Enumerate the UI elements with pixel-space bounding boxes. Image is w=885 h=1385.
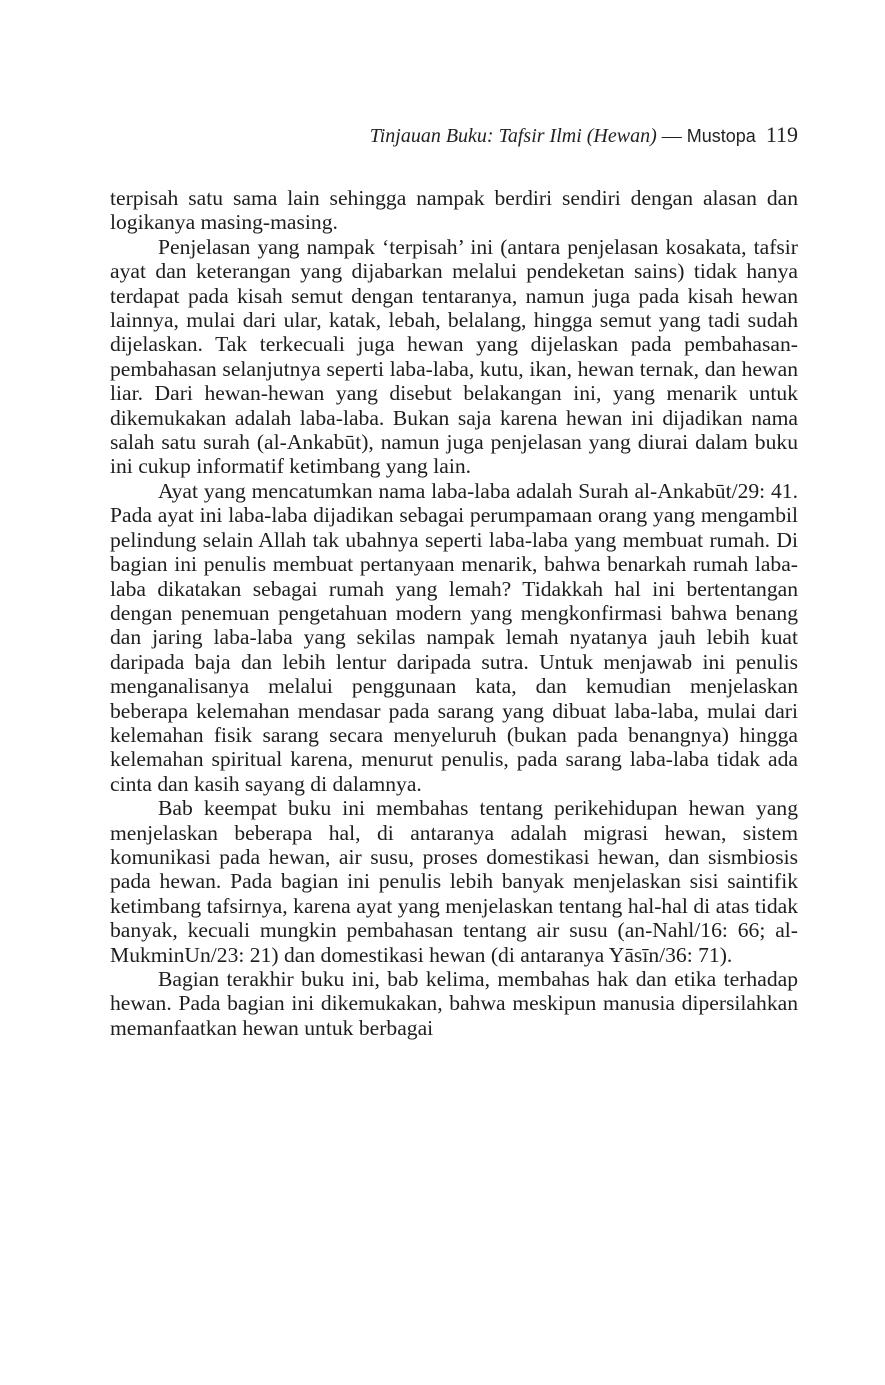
paragraph-5: Bagian terakhir buku ini, bab kelima, membahas hak dan etika terhadap hewan. Pada bagian ini dikemukakan, bahwa meskipun manusia dipersilahkan memanfaatkan hewan untuk berbagai — [110, 967, 798, 1040]
running-head-author: Mustopa — [686, 126, 756, 146]
paragraph-3: Ayat yang mencatumkan nama laba-laba adalah Surah al-Ankabūt/29: 41. Pada ayat ini laba-laba dijadikan sebagai perumpamaan orang yang mengambil pelindung selain Allah tak ubahnya seperti laba-laba yang membuat rumah. Di bagian ini penulis membuat pertanyaan menarik, bahwa benarkah rumah laba-laba dikatakan sebagai rumah yang lemah? Tidakkah hal ini bertentangan dengan penemuan pengetahuan modern yang mengkonfirmasi bahwa benang dan jaring laba-laba yang sekilas nampak lemah nyatanya jauh lebih kuat daripada baja dan lebih lentur daripada sutra. Untuk menjawab ini penulis menganalisanya melalui penggunaan kata, dan kemudian menjelaskan beberapa kelemahan mendasar pada sarang yang dibuat laba-laba, mulai dari kelemahan fisik sarang secara menyeluruh (bukan pada benangnya) hingga kelemahan spiritual karena, menurut penulis, pada sarang laba-laba tidak ada cinta dan kasih sayang di dalamnya. — [110, 478, 798, 796]
paragraph-2: Penjelasan yang nampak ‘terpisah’ ini (antara penjelasan kosakata, tafsir ayat dan keterangan yang dijabarkan melalui pendeketan sains) tidak hanya terdapat pada kisah semut dengan tentaranya, namun juga pada kisah hewan lainnya, mulai dari ular, katak, lebah, belalang, hingga semut yang tadi sudah dijelaskan. Tak terkecuali juga hewan yang dijelaskan pada pembahasan-pembahasan selanjutnya seperti laba-laba, kutu, ikan, hewan ternak, dan hewan liar. Dari hewan-hewan yang disebut belakangan ini, yang menarik untuk dikemukakan adalah laba-laba. Bukan saja karena hewan ini dijadikan nama salah satu surah (al-Ankabūt), namun juga penjelasan yang diurai dalam buku ini cukup informatif ketimbang yang lain. — [110, 234, 798, 479]
paragraph-4: Bab keempat buku ini membahas tentang perikehidupan hewan yang menjelaskan beberapa hal, di antaranya adalah migrasi hewan, sistem komunikasi pada hewan, air susu, proses domestikasi hewan, dan sismbiosis pada hewan. Pada bagian ini penulis lebih banyak menjelaskan sisi saintifik ketimbang tafsirnya, karena ayat yang menjelaskan tentang hal-hal di atas tidak banyak, kecuali mungkin pembahasan tentang air susu (an-Nahl/16: 66; al-MukminUn/23: 21) dan domestikasi hewan (di antaranya Yāsīn/36: 71). — [110, 796, 798, 967]
running-head-dash: — — [656, 125, 687, 147]
page-number: 119 — [765, 122, 798, 147]
running-head — [110, 122, 798, 149]
running-head-title: Tinjauan Buku: Tafsir Ilmi (Hewan) — [369, 125, 657, 147]
body-text — [110, 186, 798, 1040]
paragraph-1: terpisah satu sama lain sehingga nampak berdiri sendiri dengan alasan dan logikanya masing-masing. — [110, 186, 798, 235]
